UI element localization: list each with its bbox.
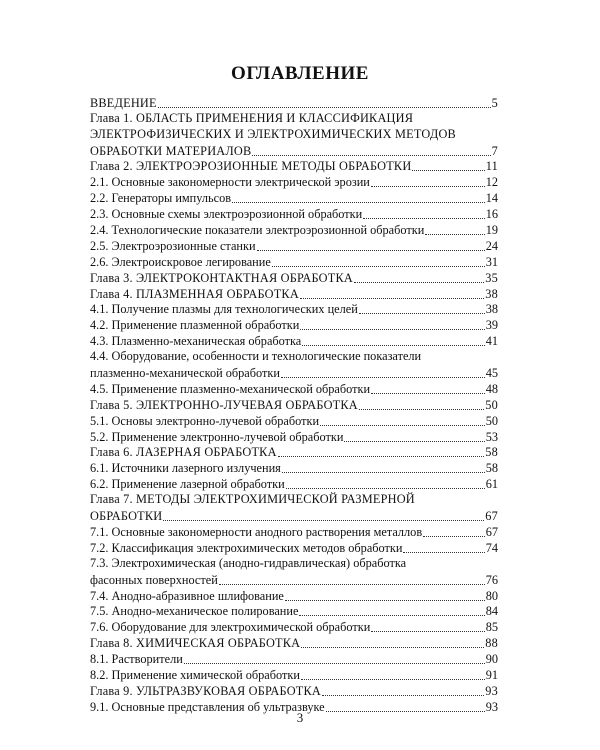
toc-entry-text: 9.1. Основные представления об ультразвуке [90,699,325,714]
toc-entry-text: 4.5. Применение плазменно-механической обработки [90,381,371,396]
toc-dot-leader [282,472,485,473]
toc-entry-text: 2.3. Основные схемы электроэрозионной обработки [90,207,363,222]
toc-entry-text: Глава 1. ОБЛАСТЬ ПРИМЕНЕНИЯ И КЛАССИФИКАЦИЯ [90,110,414,125]
toc-entry [90,349,498,365]
toc-entry-text: ВВЕДЕНИЕ [90,95,157,110]
toc-entry-text: 4.1. Получение плазмы для технологических целей [90,302,358,317]
toc-dot-leader [354,282,484,283]
toc-entry-page: 85 [485,620,498,635]
toc-entry [90,302,498,318]
toc-entry [90,381,498,397]
toc-entry [90,524,498,540]
toc-entry-text: 4.3. Плазменно-механическая обработка [90,334,302,349]
toc-dot-leader [299,615,484,616]
toc-dot-leader [184,663,485,664]
toc-dot-leader [403,552,484,553]
toc-entry [90,397,498,413]
toc-entry [90,286,498,302]
toc-entry [90,429,498,445]
toc-dot-leader [371,393,485,394]
toc-entry-page: 90 [485,652,498,667]
toc-entry-text: 7.5. Анодно-механическое полирование [90,604,299,619]
toc-entry-text: 4.2. Применение плазменной обработки [90,318,300,333]
toc-title: ОГЛАВЛЕНИЕ [231,63,369,84]
toc-entry-text: Глава 5. ЭЛЕКТРОННО-ЛУЧЕВАЯ ОБРАБОТКА [90,397,358,412]
toc-entry-text: Глава 9. УЛЬТРАЗВУКОВАЯ ОБРАБОТКА [90,683,321,698]
toc-entry [90,238,498,254]
toc-entry-page: 31 [485,254,498,269]
toc-entry [90,445,498,461]
toc-entry-text: 2.5. Электроэрозионные станки [90,238,256,253]
toc-entry [90,143,498,159]
toc-entry-page: 19 [485,223,498,238]
toc-entry-page: 14 [485,191,498,206]
toc-entry [90,540,498,556]
toc-entry [90,588,498,604]
toc-dot-leader [359,409,484,410]
toc-entry-page: 93 [485,683,498,698]
toc-entry-page: 61 [485,477,498,492]
toc-entry-page: 67 [485,509,498,524]
toc-entry-page: 7 [491,143,498,158]
toc-entry [90,619,498,635]
toc-dot-leader [219,584,485,585]
toc-entry-page: 93 [485,699,498,714]
toc-entry-page: 76 [485,572,498,587]
toc-entry [90,111,498,127]
toc-dot-leader [278,456,485,457]
toc-entry-text: 7.6. Оборудование для электрохимической обработки [90,620,371,635]
toc-entry [90,604,498,620]
toc-entry-page: 88 [485,636,498,651]
toc-entry [90,127,498,143]
toc-entry-text: Глава 2. ЭЛЕКТРОЭРОЗИОННЫЕ МЕТОДЫ ОБРАБОТКИ [90,159,412,174]
toc-entry [90,635,498,651]
toc-entry [90,508,498,524]
toc-entry [90,683,498,699]
toc-dot-leader [320,425,485,426]
toc-entry-page: 45 [485,366,498,381]
toc-entry-text: 2.4. Технологические показатели электроэрозионной обработки [90,223,425,238]
toc-dot-leader [359,313,485,314]
toc-entry-page: 12 [485,175,498,190]
toc-entry [90,190,498,206]
toc-entry-text: Глава 8. ХИМИЧЕСКАЯ ОБРАБОТКА [90,636,301,651]
page-number: 3 [296,710,304,725]
toc-entry-page: 80 [485,588,498,603]
toc-entry-text: 8.1. Растворители [90,652,183,667]
toc-entry-text: 6.1. Источники лазерного излучения [90,461,281,476]
toc-entry-text: 2.6. Электроискровое легирование [90,254,271,269]
toc-dot-leader [252,155,490,156]
toc-entry-page: 74 [485,540,498,555]
toc-entry-page: 16 [485,207,498,222]
toc-entry-text: 7.4. Анодно-абразивное шлифование [90,588,284,603]
toc-dot-leader [322,695,484,696]
toc-entry-page: 91 [485,667,498,682]
toc-entry-text: 7.2. Классификация электрохимических методов обработки [90,540,403,555]
toc-dot-leader [281,377,485,378]
toc-dot-leader [163,520,484,521]
toc-dot-leader [301,647,484,648]
toc-dot-leader [286,488,485,489]
toc-entry [90,460,498,476]
toc-entry-text: Глава 4. ПЛАЗМЕННАЯ ОБРАБОТКА [90,286,299,301]
toc-entry-page: 39 [485,318,498,333]
toc-dot-leader [371,186,485,187]
toc-entry-page: 5 [491,95,498,110]
toc-entry [90,476,498,492]
toc-entry [90,159,498,175]
toc-entry [90,492,498,508]
toc-entry-text: ЭЛЕКТРОФИЗИЧЕСКИХ И ЭЛЕКТРОХИМИЧЕСКИХ МЕТОДОВ [90,126,456,141]
toc-dot-leader [412,170,484,171]
toc-dot-leader [302,345,484,346]
toc-entry [90,317,498,333]
toc-dot-leader [232,202,485,203]
toc-entry-page: 58 [485,461,498,476]
toc-entry-text: 5.2. Применение электронно-лучевой обработки [90,429,344,444]
toc-dot-leader [363,218,484,219]
toc-dot-leader [272,266,485,267]
toc-entry-page: 38 [485,286,498,301]
toc-dot-leader [301,679,485,680]
toc-list [90,95,498,715]
toc-entry-text: ОБРАБОТКИ МАТЕРИАЛОВ [90,143,252,158]
toc-entry-page: 67 [485,524,498,539]
toc-entry-text: 8.2. Применение химической обработки [90,667,300,682]
toc-dot-leader [257,250,485,251]
toc-entry-text: 7.3. Электрохимическая (анодно-гидравлическая) обработка [90,555,407,570]
toc-entry-text: 7.1. Основные закономерности анодного растворения металлов [90,524,423,539]
toc-dot-leader [425,234,484,235]
toc-entry-page: 24 [485,238,498,253]
toc-entry-text: ОБРАБОТКИ [90,509,163,524]
toc-entry [90,95,498,111]
toc-entry [90,222,498,238]
toc-entry [90,556,498,572]
toc-entry-page: 35 [485,270,498,285]
toc-entry-page: 58 [485,445,498,460]
toc-entry-page: 50 [485,397,498,412]
toc-entry [90,413,498,429]
toc-entry [90,254,498,270]
toc-dot-leader [423,536,485,537]
toc-entry [90,365,498,381]
toc-entry [90,206,498,222]
toc-dot-leader [158,107,491,108]
toc-entry-text: 6.2. Применение лазерной обработки [90,477,285,492]
toc-entry-page: 50 [485,413,498,428]
toc-dot-leader [285,600,485,601]
toc-dot-leader [371,631,484,632]
toc-entry-text: Глава 3. ЭЛЕКТРОКОНТАКТНАЯ ОБРАБОТКА [90,270,353,285]
toc-entry [90,174,498,190]
toc-entry [90,572,498,588]
toc-entry-page: 38 [485,302,498,317]
toc-entry-text: 2.2. Генераторы импульсов [90,191,232,206]
toc-entry [90,651,498,667]
toc-entry-page: 41 [485,334,498,349]
toc-dot-leader [344,441,484,442]
toc-entry-page: 84 [485,604,498,619]
toc-entry [90,667,498,683]
toc-entry-text: фасонных поверхностей [90,572,218,587]
toc-entry-text: 4.4. Оборудование, особенности и технологические показатели [90,349,422,364]
toc-entry [90,333,498,349]
toc-entry-page: 53 [485,429,498,444]
toc-entry-text: Глава 7. МЕТОДЫ ЭЛЕКТРОХИМИЧЕСКОЙ РАЗМЕРНОЙ [90,492,415,507]
toc-entry-text: Глава 6. ЛАЗЕРНАЯ ОБРАБОТКА [90,445,277,460]
toc-entry-text: 2.1. Основные закономерности электрической эрозии [90,175,370,190]
toc-entry-text: плазменно-механической обработки [90,366,280,381]
toc-entry-page: 48 [485,381,498,396]
toc-entry [90,270,498,286]
toc-dot-leader [300,298,484,299]
toc-entry-text: 5.1. Основы электронно-лучевой обработки [90,413,320,428]
toc-entry-page: 11 [485,159,498,174]
toc-dot-leader [300,329,484,330]
